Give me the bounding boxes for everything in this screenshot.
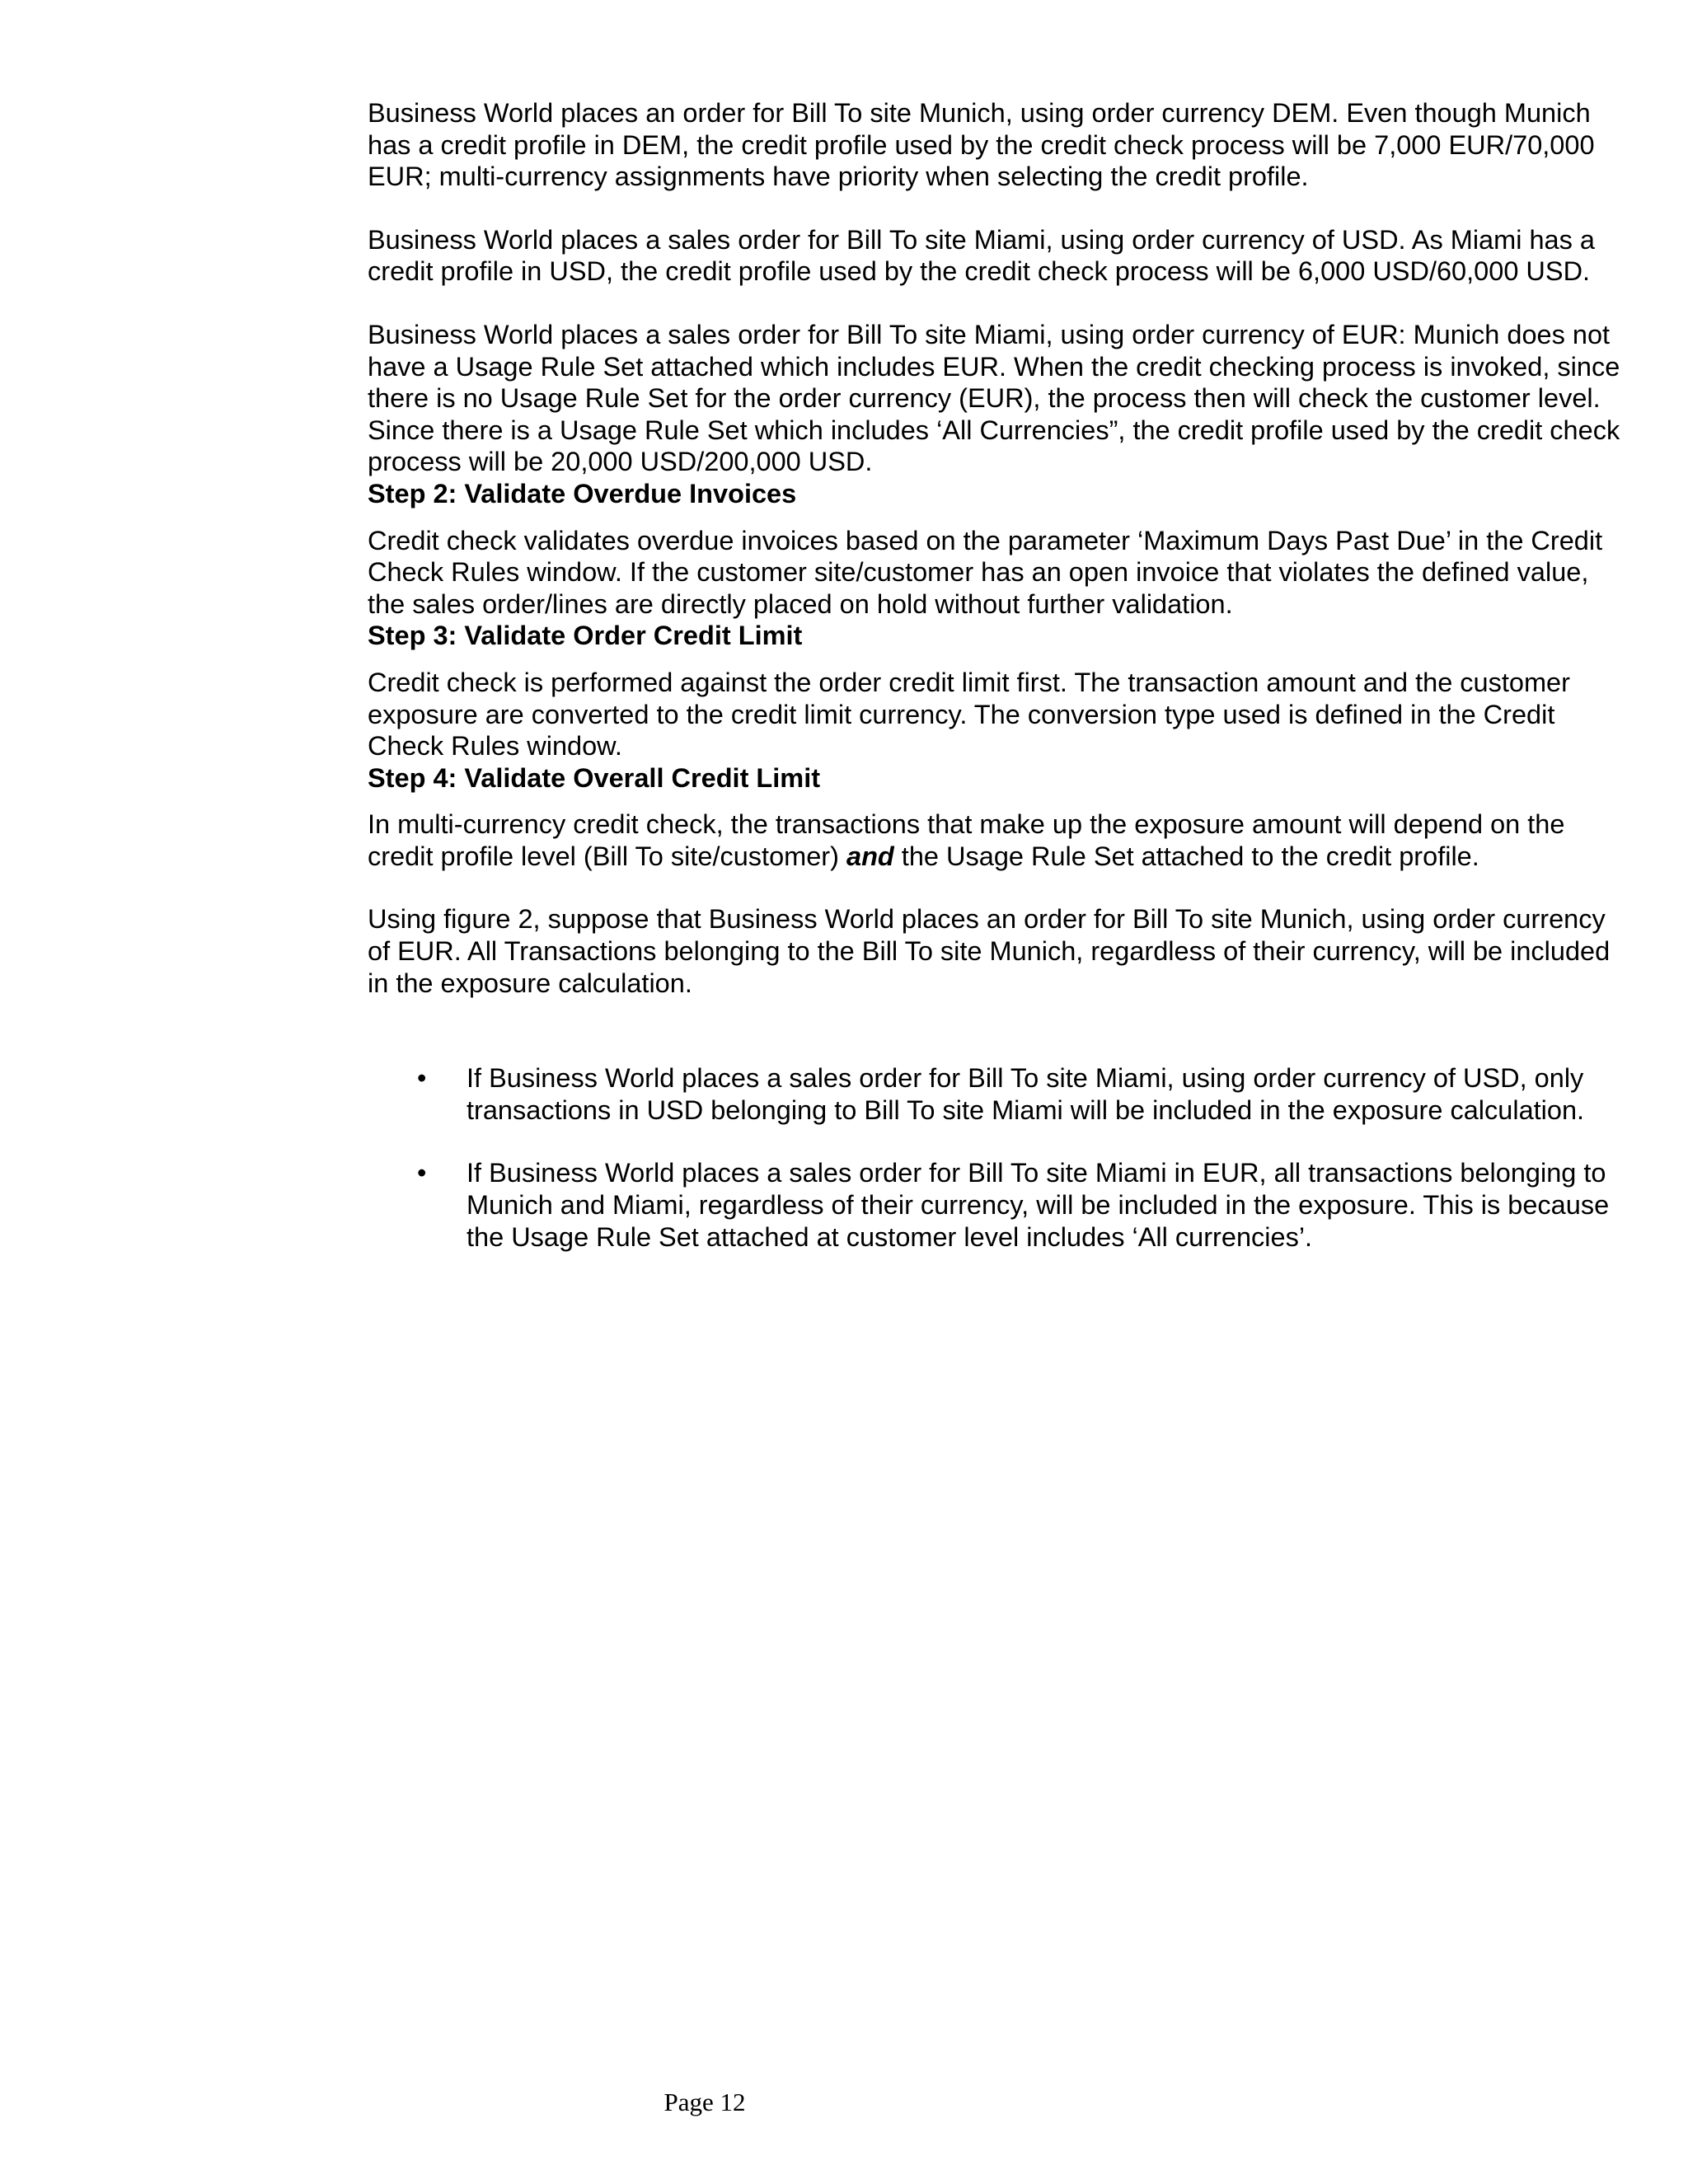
- list-item: [368, 1062, 1620, 1126]
- paragraph-step-3: Credit check is performed against the order credit limit first. The transaction amount and the customer exposure are converted to the credit limit currency. The conversion type used is defined in the Credit Check Rules window.: [368, 667, 1570, 762]
- heading-step-4: Step 4: Validate Overall Credit Limit: [368, 762, 821, 793]
- bullet-icon: •: [417, 1063, 427, 1094]
- heading-step-3: Step 3: Validate Order Credit Limit: [368, 621, 803, 651]
- paragraph-figure-2-example: Using figure 2, suppose that Business World places an order for Bill To site Munich, using order currency of EUR. All Transactions belonging to the Bill To site Munich, regardless of their currency, will be included in the exposure calculation.: [368, 904, 1611, 998]
- step-4-text-after: the Usage Rule Set attached to the credit profile.: [893, 841, 1479, 871]
- paragraph-step-4: [368, 808, 1620, 872]
- bullet-text: If Business World places a sales order for Bill To site Miami in EUR, all transactions belonging to Munich and Miami, regardless of their currency, will be included in the exposure. This is because the Usage Rule Set attached at customer level includes ‘All currencies’.: [467, 1158, 1610, 1252]
- paragraph-miami-eur: Business World places a sales order for Bill To site Miami, using order currency of EUR: Munich does not have a Usage Rule Set attached which includes EUR. When the credit checking process is invoked, since there is no Usage Rule Set for the order currency (EUR), the process then will check the customer level. Since there is a Usage Rule Set which includes ‘All Currencies”, the credit profile used by the credit check process will be 20,000 USD/200,000 USD.: [368, 319, 1620, 477]
- step-4-emphasis: and: [846, 841, 894, 871]
- paragraph-miami-usd: Business World places a sales order for Bill To site Miami, using order currency of USD. As Miami has a credit profile in USD, the credit profile used by the credit check process will be 6,000 USD/60,000 USD.: [368, 224, 1595, 287]
- bullet-icon: •: [417, 1158, 427, 1188]
- page-number: Page 12: [663, 2088, 746, 2116]
- bullet-list: [368, 1062, 1620, 1253]
- list-item: [368, 1157, 1620, 1253]
- paragraph-step-2: Credit check validates overdue invoices based on the parameter ‘Maximum Days Past Due’ in the Credit Check Rules window. If the customer site/customer has an open invoice that violates the defined value, the sales order/lines are directly placed on hold without further validation.: [368, 525, 1603, 619]
- paragraph-munich-dem: Business World places an order for Bill To site Munich, using order currency DEM. Even though Munich has a credit profile in DEM, the credit profile used by the credit check process will be 7,000 EUR/70,000 EUR; multi-currency assignments have priority when selecting the credit profile.: [368, 98, 1595, 192]
- heading-step-2: Step 2: Validate Overdue Invoices: [368, 478, 797, 509]
- document-body: [368, 97, 1620, 1253]
- step-4-text-before: In multi-currency credit check, the transactions that make up the exposure amount will depend on the credit profile level (Bill To site/customer): [368, 809, 1565, 871]
- bullet-text: If Business World places a sales order for Bill To site Miami, using order currency of USD, only transactions in USD belonging to Bill To site Miami will be included in the exposure calculation.: [467, 1063, 1585, 1125]
